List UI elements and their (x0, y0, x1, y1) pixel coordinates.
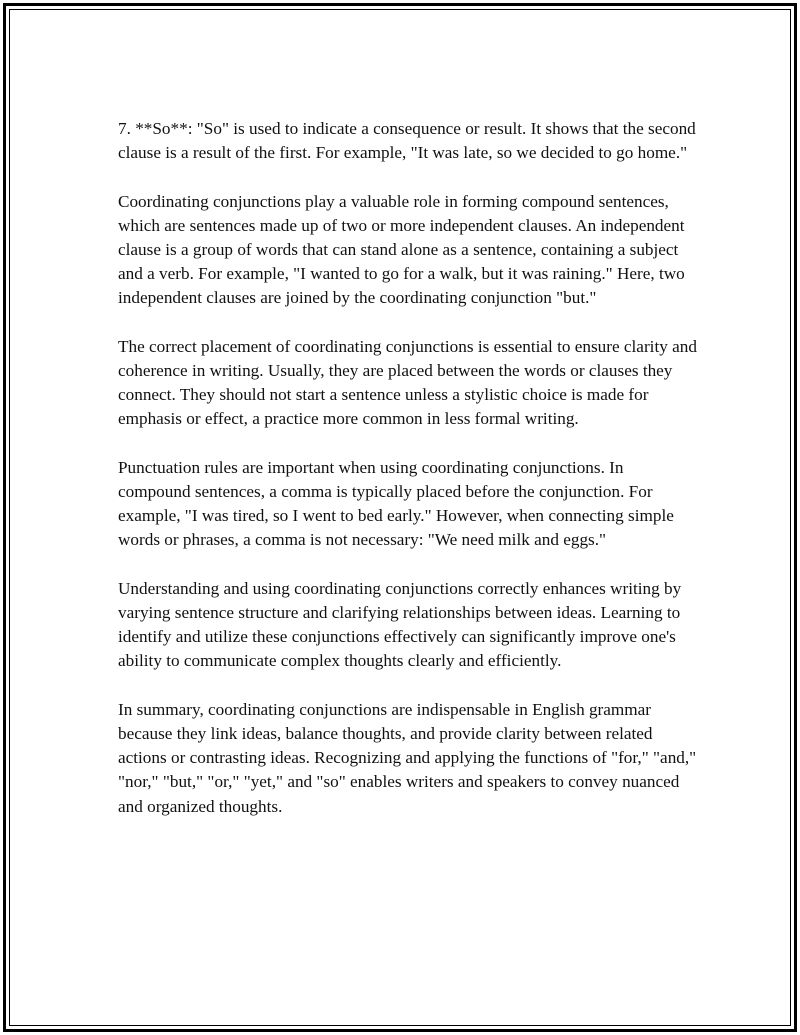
paragraph-compound-sentences: Coordinating conjunctions play a valuable role in forming compound sentences, which are sentences made up of two or more independent clauses. An independent clause is a group of words that can stand alone as a sentence, containing a subject and a verb. For example, "I wanted to go for a walk, but it was raining." Here, two independent clauses are joined by the coordinating conjunction "but." (118, 191, 685, 308)
paragraph-placement: The correct placement of coordinating conjunctions is essential to ensure clarity and coherence in writing. Usually, they are placed between the words or clauses they connect. They should not start a sentence unless a stylistic choice is made for emphasis or effect, a practice more common in less formal writing. (118, 336, 697, 429)
paragraph-so-definition: 7. **So**: "So" is used to indicate a consequence or result. It shows that the second clause is a result of the first. For example, "It was late, so we decided to go home." (118, 119, 696, 163)
paragraph-understanding: Understanding and using coordinating conjunctions correctly enhances writing by varying sentence structure and clarifying relationships between ideas. Learning to identify and utilize these conjunctions effectively can significantly improve one's ability to communicate complex thoughts clearly and efficiently. (118, 578, 682, 671)
document-body (118, 117, 698, 843)
paragraph-summary: In summary, coordinating conjunctions are indispensable in English grammar because they link ideas, balance thoughts, and provide clarity between related actions or contrasting ideas. Recognizing and applying the functions of "for," "and," "nor," "but," "or," "yet," and "so" enables writers and speakers to convey nuanced and organized thoughts. (118, 699, 697, 816)
paragraph-punctuation: Punctuation rules are important when using coordinating conjunctions. In compound sentences, a comma is typically placed before the conjunction. For example, "I was tired, so I went to bed early." However, when connecting simple words or phrases, a comma is not necessary: "We need milk and eggs." (118, 457, 674, 550)
